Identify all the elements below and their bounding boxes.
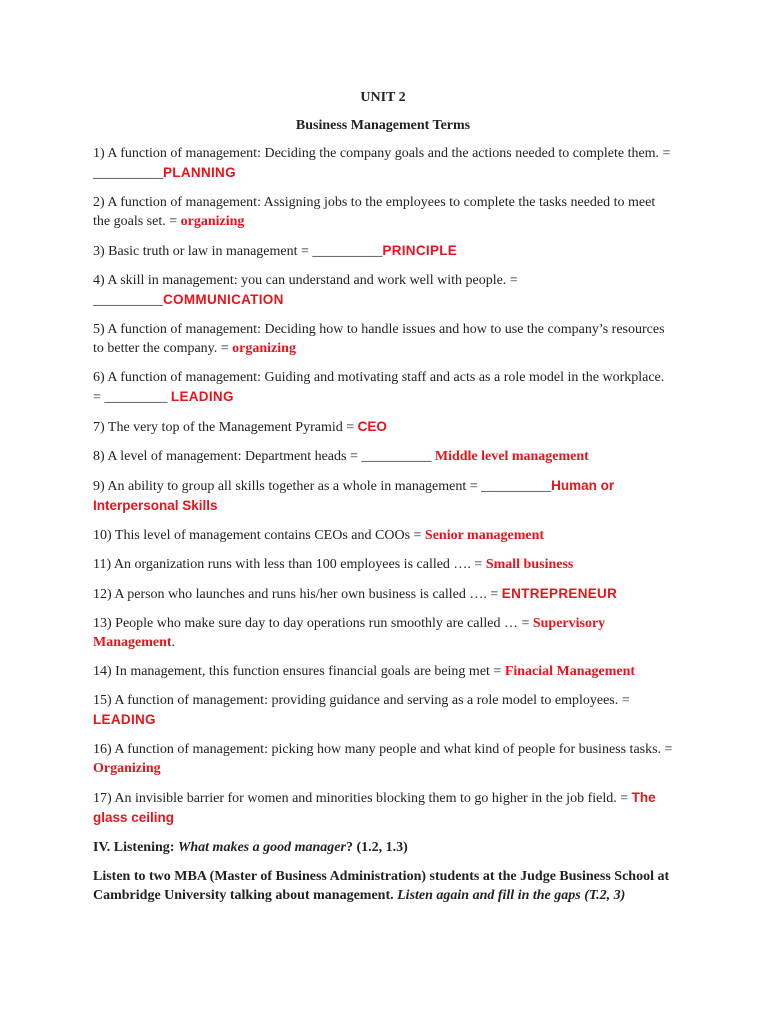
question-prompt: 10) This level of management contains CEOs and COOs = xyxy=(93,528,425,543)
question-prompt: 16) A function of management: picking how many people and what kind of people for business tasks. = xyxy=(93,742,673,757)
question-item xyxy=(93,555,673,574)
question-item xyxy=(93,144,673,183)
question-answer: Finacial Management xyxy=(504,664,636,679)
question-prompt: 13) People who make sure day to day operations run smoothly are called … = xyxy=(93,616,533,631)
question-item xyxy=(93,662,673,681)
question-prompt: 6) A function of management: Guiding and motivating staff and acts as a role model in the workplace. = _________ xyxy=(93,370,665,405)
question-prompt: 1) A function of management: Deciding the company goals and the actions needed to complete them. = __________ xyxy=(93,146,671,181)
question-prompt: 17) An invisible barrier for women and minorities blocking them to go higher in the job field. = xyxy=(93,791,632,806)
question-prompt: 2) A function of management: Assigning jobs to the employees to complete the tasks needed to meet the goals set. = xyxy=(93,195,656,229)
question-suffix: . xyxy=(171,635,176,650)
listening-instruction xyxy=(93,867,673,905)
question-item xyxy=(93,614,673,652)
question-prompt: 5) A function of management: Deciding how to handle issues and how to use the company’s resources to better the company. = xyxy=(93,322,665,356)
question-prompt: 11) An organization runs with less than 100 employees is called …. = xyxy=(93,557,486,572)
question-item xyxy=(93,320,673,358)
question-answer: Middle level management xyxy=(434,449,589,464)
question-answer: PLANNING xyxy=(163,165,236,180)
question-prompt: 3) Basic truth or law in management = __________ xyxy=(93,244,383,259)
question-item xyxy=(93,691,673,730)
question-item xyxy=(93,447,673,466)
question-item xyxy=(93,368,673,407)
question-item xyxy=(93,476,673,516)
question-answer: Small business xyxy=(485,557,574,572)
question-answer: Organizing xyxy=(93,761,161,776)
question-prompt: 9) An ability to group all skills together as a whole in management = __________ xyxy=(93,479,552,494)
question-answer: ENTREPRENEUR xyxy=(501,586,618,601)
question-item xyxy=(93,526,673,545)
question-answer: organizing xyxy=(232,341,296,356)
question-answer: organizing xyxy=(180,214,245,229)
question-prompt: 7) The very top of the Management Pyramid = xyxy=(93,420,358,435)
document-page xyxy=(93,82,673,905)
question-prompt: 8) A level of management: Department heads = __________ xyxy=(93,449,435,464)
question-item xyxy=(93,417,673,437)
listening-heading-italic: What makes a good manager xyxy=(177,840,346,855)
question-answer: CEO xyxy=(357,419,387,434)
question-prompt: 12) A person who launches and runs his/her own business is called …. = xyxy=(93,587,502,602)
question-answer: LEADING xyxy=(170,389,234,404)
document-title: Business Management Terms xyxy=(295,118,471,133)
question-prompt: 14) In management, this function ensures financial goals are being met = xyxy=(93,664,505,679)
unit-heading: UNIT 2 xyxy=(360,90,406,105)
question-item xyxy=(93,584,673,604)
question-item xyxy=(93,788,673,828)
question-answer: PRINCIPLE xyxy=(382,243,458,258)
question-list xyxy=(93,144,673,828)
question-item xyxy=(93,271,673,310)
question-item xyxy=(93,241,673,261)
listening-heading-suffix: ? (1.2, 1.3) xyxy=(345,840,408,855)
question-answer: The glass ceiling xyxy=(93,790,656,825)
question-answer: Supervisory Management xyxy=(93,616,606,650)
listening-heading xyxy=(93,838,673,857)
listening-heading-prefix: IV. Listening: xyxy=(93,840,178,855)
question-item xyxy=(93,740,673,778)
question-prompt: 4) A skill in management: you can understand and work well with people. = __________ xyxy=(93,273,518,308)
question-answer: Human or Interpersonal Skills xyxy=(93,478,615,513)
listening-instruction-italic: Listen again and fill in the gaps (T.2, 3) xyxy=(397,888,626,903)
question-prompt: 15) A function of management: providing guidance and serving as a role model to employees. = xyxy=(93,693,630,708)
question-answer: COMMUNICATION xyxy=(163,292,284,307)
question-answer: Senior management xyxy=(424,528,545,543)
question-answer: LEADING xyxy=(93,712,156,727)
question-item xyxy=(93,193,673,231)
listening-instruction-main: Listen to two MBA (Master of Business Administration) students at the Judge Business School at Cambridge University talking about management. xyxy=(93,869,670,903)
